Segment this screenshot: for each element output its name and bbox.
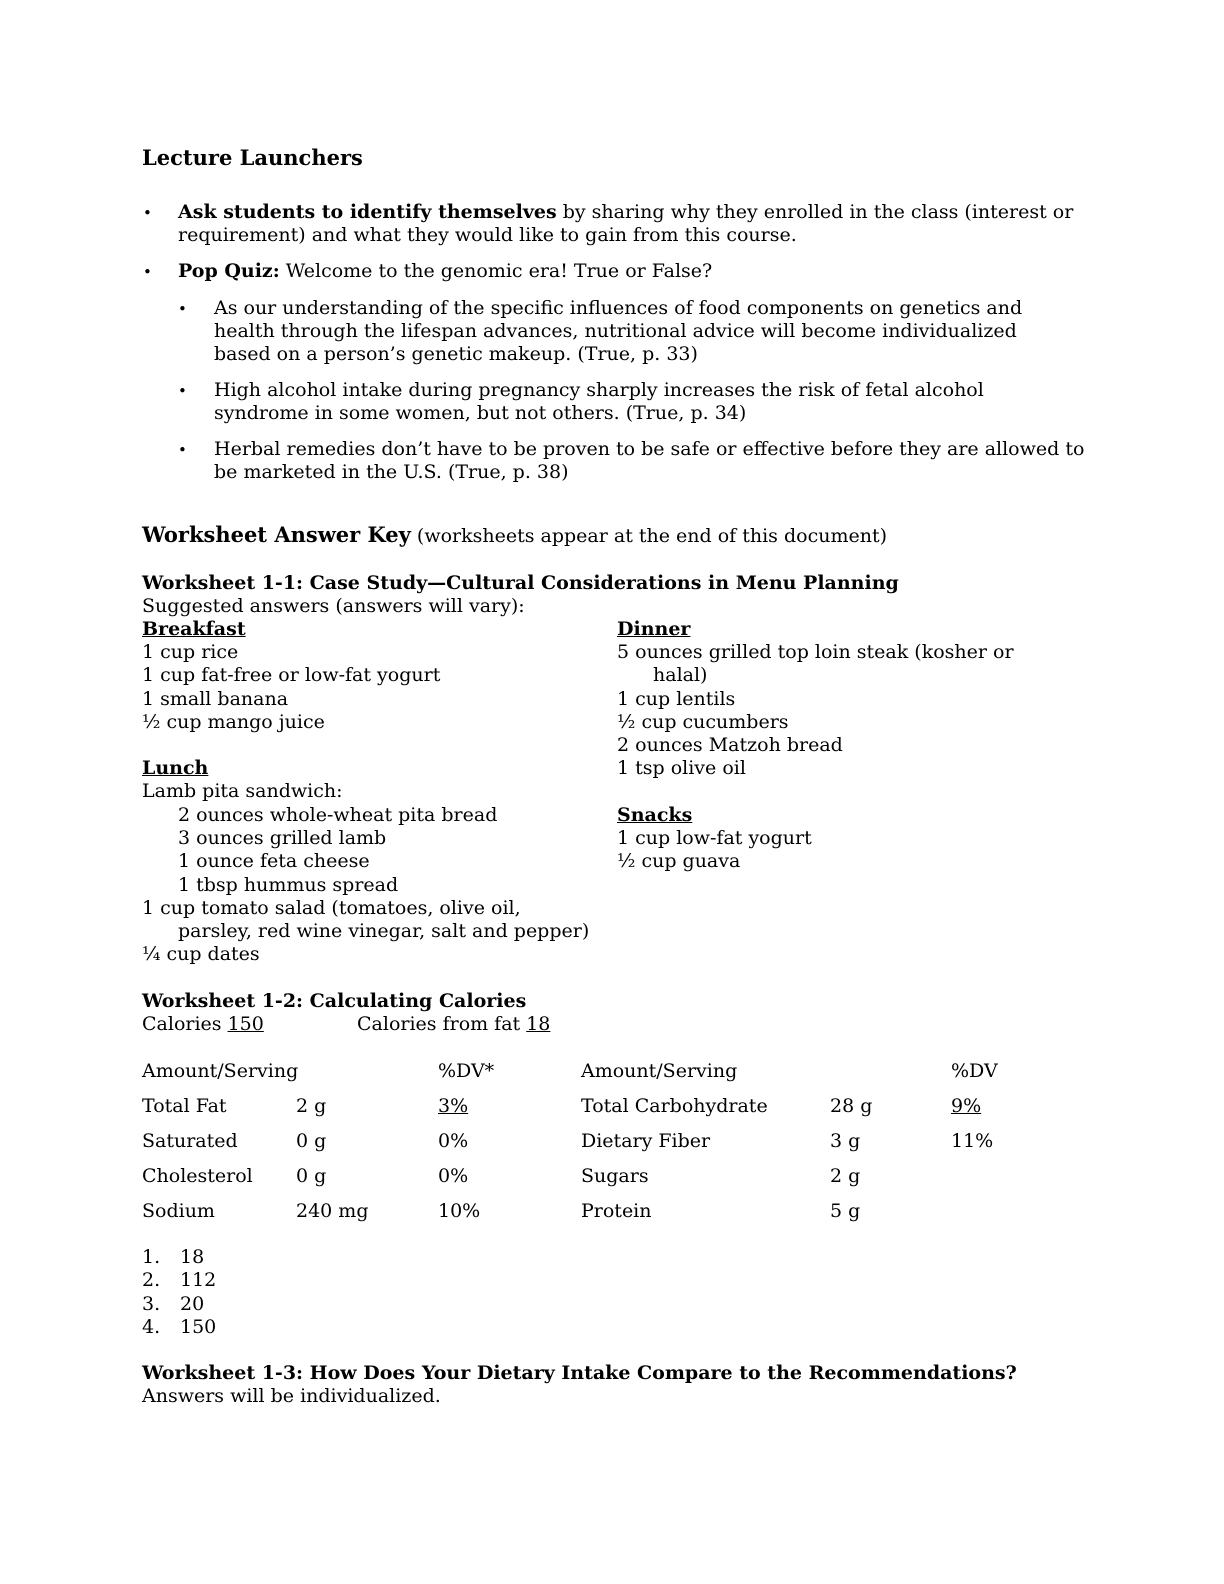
right-head-amount: Amount/Serving: [581, 1060, 738, 1082]
breakfast-item: ½ cup mango juice: [142, 711, 325, 733]
nutrient-dv: 9%: [951, 1095, 982, 1117]
breakfast-item: 1 cup rice: [142, 641, 239, 663]
bullet-identify-bold: Ask students to identify themselves: [178, 201, 557, 223]
quiz-item-1-line3: based on a person’s genetic makeup. (True, p. 33): [214, 343, 698, 365]
answer-number: 2.: [142, 1269, 161, 1291]
snacks-item: 1 cup low-fat yogurt: [617, 827, 812, 849]
nutrient-amount: 3 g: [830, 1130, 861, 1152]
breakfast-heading: Breakfast: [142, 618, 246, 640]
calories-value: 150: [227, 1013, 264, 1035]
breakfast-item: 1 small banana: [142, 688, 289, 710]
lunch-heading: Lunch: [142, 757, 209, 779]
lunch-sub-item: 3 ounces grilled lamb: [178, 827, 387, 849]
nutrient-name: Saturated: [142, 1130, 238, 1152]
bullet-icon: •: [143, 204, 152, 222]
quiz-item-3-line2: be marketed in the U.S. (True, p. 38): [214, 461, 569, 483]
nutrient-name: Total Carbohydrate: [581, 1095, 768, 1117]
answer-value: 112: [180, 1269, 217, 1291]
calories-fat-value: 18: [526, 1013, 551, 1035]
quiz-item-3-line1: Herbal remedies don’t have to be proven to be safe or effective before they are allowed to: [214, 438, 1085, 460]
ws1-title: Worksheet 1-1: Case Study—Cultural Considerations in Menu Planning: [142, 572, 899, 594]
dinner-item: 1 cup lentils: [617, 688, 736, 710]
lunch-item-cont: parsley, red wine vinegar, salt and pepper): [178, 920, 590, 942]
quiz-item-2-line1: High alcohol intake during pregnancy sharply increases the risk of fetal alcohol: [214, 379, 984, 401]
calories-line: [142, 1013, 264, 1036]
lunch-item: 1 cup tomato salad (tomatoes, olive oil,: [142, 897, 521, 919]
nutrient-dv: 0%: [438, 1165, 469, 1187]
nutrient-amount: 240 mg: [296, 1200, 369, 1222]
answer-value: 150: [180, 1316, 217, 1338]
pop-quiz-rest: Welcome to the genomic era! True or False?: [279, 260, 713, 282]
ws3-title: Worksheet 1-3: How Does Your Dietary Intake Compare to the Recommendations?: [142, 1362, 1017, 1384]
nutrient-name: Sodium: [142, 1200, 215, 1222]
answer-key-heading-line: [142, 522, 887, 547]
nutrient-amount: 2 g: [296, 1095, 327, 1117]
nutrient-name: Dietary Fiber: [581, 1130, 711, 1152]
bullet-icon: •: [143, 263, 152, 281]
nutrient-dv: 3%: [438, 1095, 469, 1117]
nutrient-dv: 11%: [951, 1130, 994, 1152]
lunch-sub-item: 1 ounce feta cheese: [178, 850, 370, 872]
nutrient-dv: 10%: [438, 1200, 481, 1222]
nutrient-name: Total Fat: [142, 1095, 227, 1117]
dinner-item-cont: halal): [653, 664, 708, 686]
answer-number: 4.: [142, 1316, 161, 1338]
answer-value: 18: [180, 1246, 205, 1268]
lecture-launchers-heading: Lecture Launchers: [142, 145, 363, 170]
quiz-item-1-line1: As our understanding of the specific influences of food components on genetics and: [214, 297, 1023, 319]
left-head-amount: Amount/Serving: [142, 1060, 299, 1082]
answer-number: 3.: [142, 1293, 161, 1315]
lunch-sub-item: 2 ounces whole-wheat pita bread: [178, 804, 498, 826]
lunch-sub-item: 1 tbsp hummus spread: [178, 874, 399, 896]
nutrient-name: Sugars: [581, 1165, 649, 1187]
left-head-dv: %DV*: [438, 1060, 495, 1082]
dinner-item: 2 ounces Matzoh bread: [617, 734, 843, 756]
quiz-item-2-line2: syndrome in some women, but not others. (True, p. 34): [214, 402, 747, 424]
answer-number: 1.: [142, 1246, 161, 1268]
nutrient-dv: 0%: [438, 1130, 469, 1152]
ws1-intro: Suggested answers (answers will vary):: [142, 595, 525, 617]
snacks-item: ½ cup guava: [617, 850, 741, 872]
sub-bullet-icon: •: [178, 441, 187, 459]
lunch-item: Lamb pita sandwich:: [142, 780, 343, 802]
lunch-item: ¼ cup dates: [142, 943, 260, 965]
ws2-title: Worksheet 1-2: Calculating Calories: [142, 990, 527, 1012]
right-head-dv: %DV: [951, 1060, 998, 1082]
snacks-heading: Snacks: [617, 804, 693, 826]
nutrient-amount: 28 g: [830, 1095, 873, 1117]
answer-key-subtitle: (worksheets appear at the end of this document): [416, 525, 887, 547]
nutrient-amount: 5 g: [830, 1200, 861, 1222]
sub-bullet-icon: •: [178, 300, 187, 318]
bullet-pop-quiz: [178, 260, 712, 283]
quiz-item-1-line2: health through the lifespan advances, nutritional advice will become individualized: [214, 320, 1017, 342]
calories-fat-label: Calories from fat: [357, 1013, 527, 1035]
nutrient-name: Cholesterol: [142, 1165, 253, 1187]
answer-value: 20: [180, 1293, 205, 1315]
dinner-item: ½ cup cucumbers: [617, 711, 789, 733]
pop-quiz-bold: Pop Quiz:: [178, 260, 280, 282]
nutrient-name: Protein: [581, 1200, 652, 1222]
dinner-item: 1 tsp olive oil: [617, 757, 746, 779]
bullet-identify-rest: by sharing why they enrolled in the class (interest or: [556, 201, 1074, 223]
calories-fat-line: [357, 1013, 550, 1036]
calories-label: Calories: [142, 1013, 228, 1035]
nutrient-amount: 2 g: [830, 1165, 861, 1187]
breakfast-item: 1 cup fat-free or low-fat yogurt: [142, 664, 441, 686]
sub-bullet-icon: •: [178, 382, 187, 400]
bullet-identify-line1: [178, 201, 1073, 224]
nutrient-amount: 0 g: [296, 1130, 327, 1152]
ws3-text: Answers will be individualized.: [142, 1385, 441, 1407]
dinner-heading: Dinner: [617, 618, 691, 640]
answer-key-heading: Worksheet Answer Key: [142, 522, 411, 547]
dinner-item: 5 ounces grilled top loin steak (kosher or: [617, 641, 1014, 663]
bullet-identify-line2: requirement) and what they would like to gain from this course.: [178, 224, 797, 246]
nutrient-amount: 0 g: [296, 1165, 327, 1187]
